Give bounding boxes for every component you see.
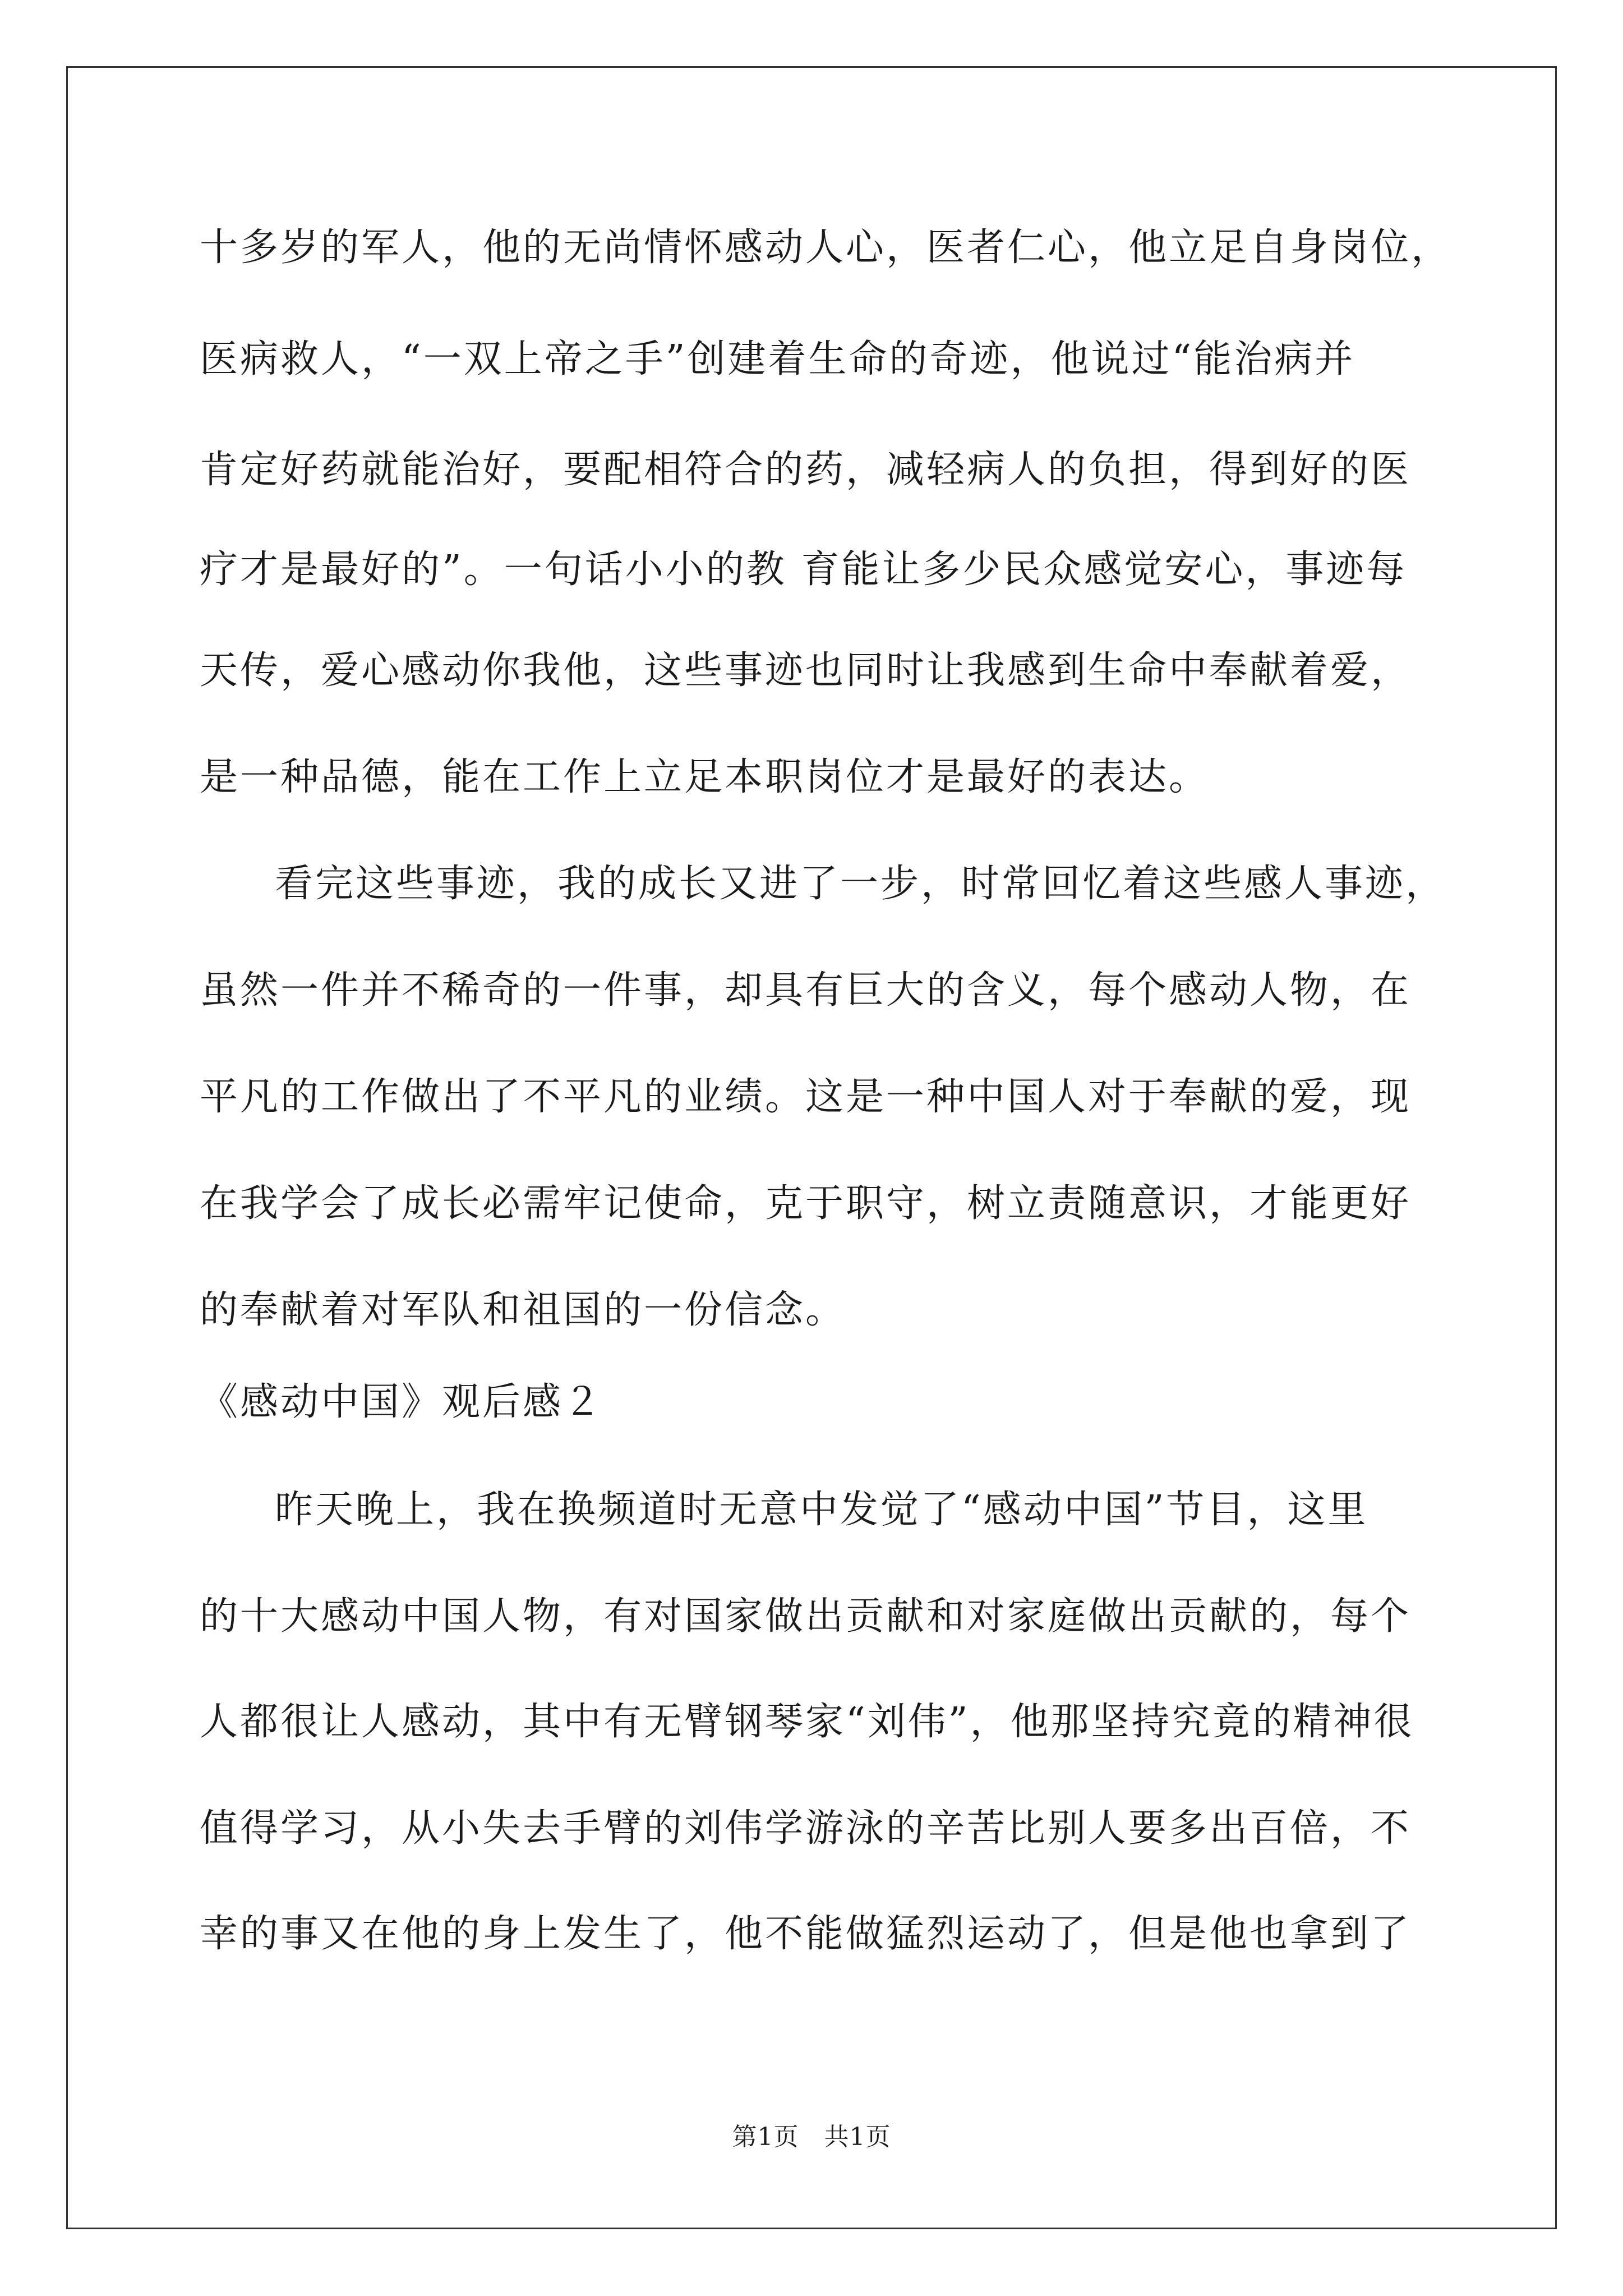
text-line-7: 看完这些事迹，我的成长又进了一步，时常回忆着这些感人事迹， [275, 862, 1446, 906]
text-line-3: 肯定好药就能治好，要配相符合的药，减轻病人的负担，得到好的医 [200, 448, 1412, 492]
text-line-14: 的十大感动中国人物，有对国家做出贡献和对家庭做出贡献的，每个 [200, 1594, 1412, 1639]
page-footer: 第1页 共1页 [732, 2123, 891, 2151]
text-line-2: 医病救人，“一双上帝之手”创建着生命的奇迹，他说过“能治病并 [200, 337, 1355, 381]
text-line-9: 平凡的工作做出了不平凡的业绩。这是一种中国人对于奉献的爱，现 [200, 1075, 1412, 1119]
text-line-16: 值得学习，从小失去手臂的刘伟学游泳的辛苦比别人要多出百倍，不 [200, 1806, 1412, 1851]
text-line-6: 是一种品德，能在工作上立足本职岗位才是最好的表达。 [200, 755, 1210, 799]
text-line-15: 人都很让人感动，其中有无臂钢琴家“刘伟”，他那坚持究竟的精神很 [200, 1700, 1414, 1744]
text-line-8: 虽然一件并不稀奇的一件事，却具有巨大的含义，每个感动人物，在 [200, 968, 1412, 1013]
text-line-1: 十多岁的军人，他的无尚情怀感动人心，医者仁心，他立足自身岗位， [200, 226, 1452, 270]
text-line-17: 幸的事又在他的身上发生了，他不能做猛烈运动了，但是他也拿到了 [200, 1912, 1412, 1956]
text-line-5: 天传，爱心感动你我他，这些事迹也同时让我感到生命中奉献着爱， [200, 648, 1412, 693]
text-line-10: 在我学会了成长必需牢记使命，克于职守，树立责随意识，才能更好 [200, 1181, 1412, 1226]
text-line-11: 的奉献着对军队和祖国的一份信念。 [200, 1288, 846, 1332]
text-line-13: 昨天晚上，我在换频道时无意中发觉了“感动中国”节目，这里 [275, 1488, 1368, 1532]
page-border [66, 66, 1557, 2229]
section-heading: 《感动中国》观后感２ [200, 1380, 604, 1424]
text-line-4: 疗才是最好的”。一句话小小的教 育能让多少民众感觉安心，事迹每 [200, 547, 1407, 592]
